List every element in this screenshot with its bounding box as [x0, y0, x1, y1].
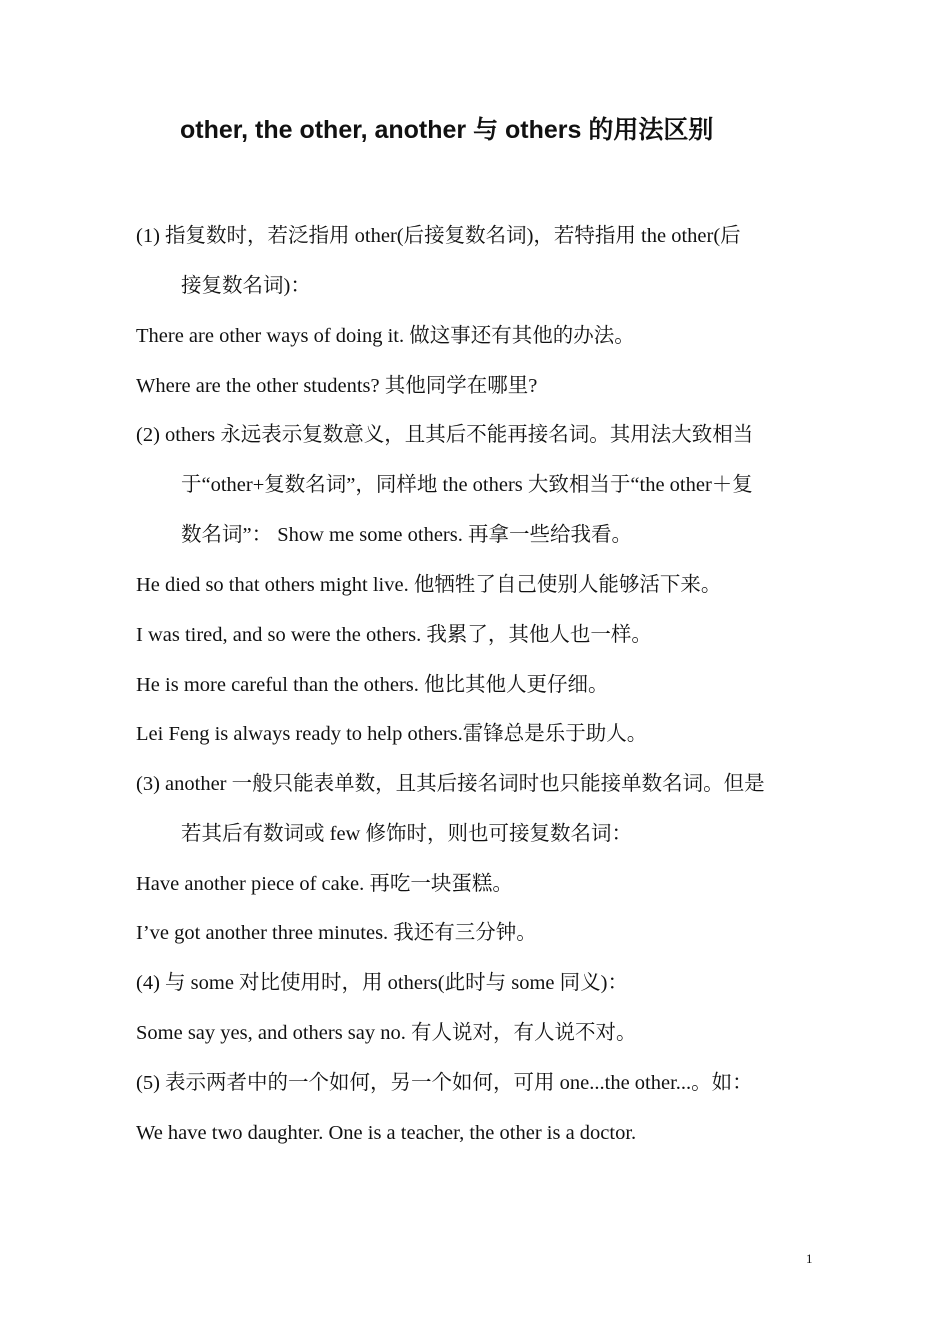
example-sentence: Have another piece of cake. 再吃一块蛋糕。 — [136, 873, 513, 895]
example-sentence: He died so that others might live. 他牺牲了自己使别人能够活下来。 — [136, 574, 722, 596]
example-sentence: We have two daughter. One is a teacher, the other is a doctor. — [136, 1122, 637, 1144]
example-sentence: Some say yes, and others say no. 有人说对，有人说不对。 — [136, 1022, 637, 1044]
page-number: 1 — [806, 1251, 813, 1266]
example-sentence: There are other ways of doing it. 做这事还有其他的办法。 — [136, 325, 635, 347]
rule-2-line-3: 数名词”： Show me some others. 再拿一些给我看。 — [181, 524, 632, 546]
rule-3-line-1: (3) another 一般只能表单数，且其后接名词时也只能接单数名词。但是 — [136, 773, 765, 795]
example-sentence: Lei Feng is always ready to help others.雷锋总是乐于助人。 — [136, 723, 648, 745]
rule-1-line-1: (1) 指复数时，若泛指用 other(后接复数名词)，若特指用 the other(后 — [136, 225, 741, 247]
rule-3-line-2: 若其后有数词或 few 修饰时，则也可接复数名词： — [181, 823, 632, 845]
example-sentence: He is more careful than the others. 他比其他人更仔细。 — [136, 674, 609, 696]
document-title: other, the other, another 与 others 的用法区别 — [180, 116, 714, 144]
example-sentence: I’ve got another three minutes. 我还有三分钟。 — [136, 922, 537, 944]
rule-5-line-1: (5) 表示两者中的一个如何，另一个如何，可用 one...the other...。如： — [136, 1072, 753, 1094]
rule-4-line-1: (4) 与 some 对比使用时，用 others(此时与 some 同义)： — [136, 972, 628, 994]
rule-2-line-2: 于“other+复数名词”，同样地 the others 大致相当于“the other＋复 — [181, 474, 753, 496]
rule-1-line-2: 接复数名词)： — [181, 275, 311, 297]
rule-2-line-1: (2) others 永远表示复数意义，且其后不能再接名词。其用法大致相当 — [136, 424, 754, 446]
example-sentence: I was tired, and so were the others. 我累了，其他人也一样。 — [136, 624, 652, 646]
example-sentence: Where are the other students? 其他同学在哪里? — [136, 375, 538, 397]
